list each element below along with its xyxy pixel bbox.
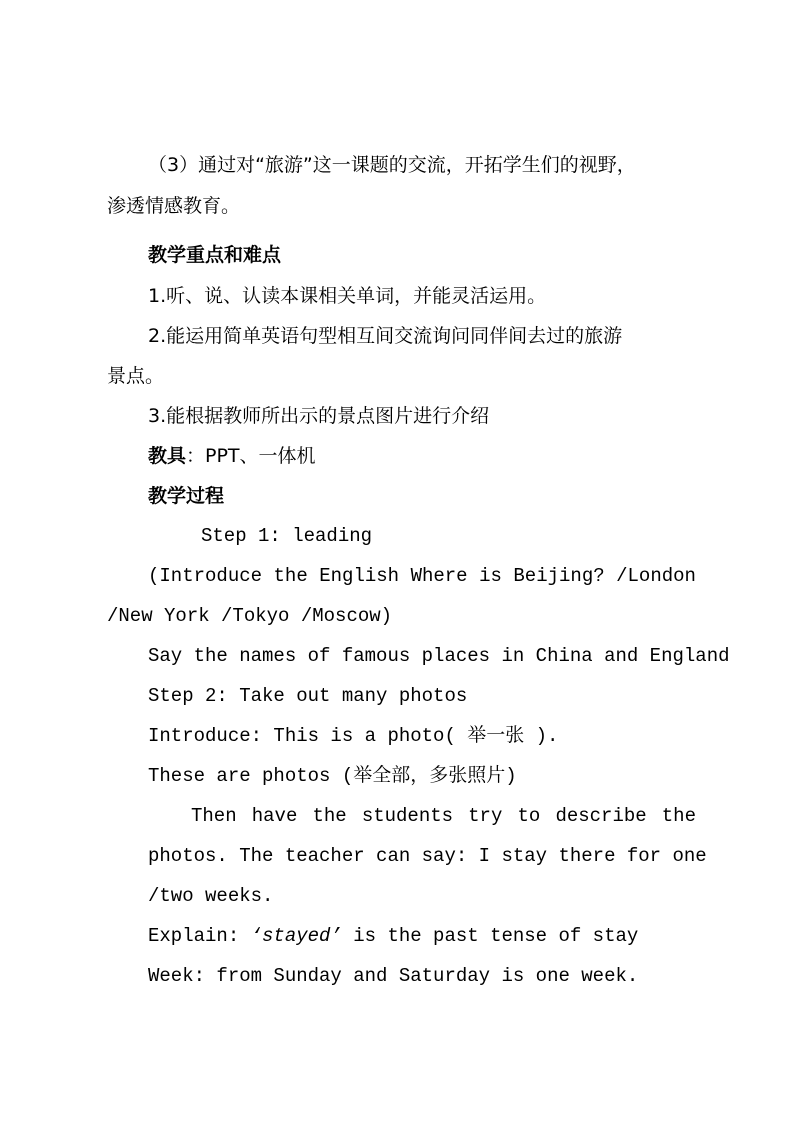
- objective-3-line-1: （3）通过对“旅游”这一课题的交流，开拓学生们的视野，: [148, 154, 636, 176]
- heading-key-points: 教学重点和难点: [148, 244, 282, 266]
- word: have: [251, 805, 298, 827]
- word: describe: [555, 805, 647, 827]
- word: Then: [191, 805, 237, 827]
- explain-suffix: is the past tense of stay: [341, 925, 639, 947]
- word: /London: [616, 565, 696, 587]
- teaching-tools: [148, 442, 316, 470]
- word: try: [468, 805, 503, 827]
- introduce-photo-line: Introduce: This is a photo( 举一张 ).: [148, 725, 559, 747]
- introduce-line-1: [148, 562, 696, 590]
- word: Where: [410, 565, 468, 587]
- objective-3-line-2: 渗透情感教育。: [107, 195, 241, 217]
- week-line: Week: from Sunday and Saturday is one week.: [148, 965, 639, 987]
- word: the: [312, 805, 347, 827]
- tools-value: ：PPT、一体机: [186, 445, 316, 467]
- then-line-2: photos. The teacher can say: I stay there for one: [148, 845, 707, 867]
- word: is: [479, 565, 502, 587]
- step-1: Step 1: leading: [201, 525, 373, 547]
- explain-word: ‘stayed’: [250, 925, 342, 947]
- key-point-3: 3.能根据教师所出示的景点图片进行介绍: [148, 405, 490, 427]
- key-point-2-line-2: 景点。: [107, 365, 165, 387]
- word: students: [361, 805, 454, 827]
- explain-prefix: Explain:: [148, 925, 251, 947]
- then-line-1: [191, 802, 696, 830]
- heading-teaching-process: 教学过程: [148, 485, 225, 507]
- step-2: Step 2: Take out many photos: [148, 685, 468, 707]
- say-names-line: Say the names of famous places in China and England: [148, 645, 730, 667]
- word: (Introduce: [148, 565, 263, 587]
- key-point-2-line-1: 2.能运用简单英语句型相互间交流询问同伴间去过的旅游: [148, 325, 623, 347]
- word: to: [517, 805, 541, 827]
- introduce-line-2: /New York /Tokyo /Moscow): [107, 605, 393, 627]
- word: the: [661, 805, 696, 827]
- these-photos-line: These are photos (举全部，多张照片): [148, 765, 517, 787]
- tools-label: 教具: [148, 445, 187, 467]
- key-point-1: 1.听、说、认读本课相关单词，并能灵活运用。: [148, 285, 547, 307]
- word: the: [273, 565, 308, 587]
- explain-line: [148, 922, 638, 950]
- then-line-3: /two weeks.: [148, 885, 274, 907]
- word: Beijing?: [513, 565, 605, 587]
- word: English: [319, 565, 400, 587]
